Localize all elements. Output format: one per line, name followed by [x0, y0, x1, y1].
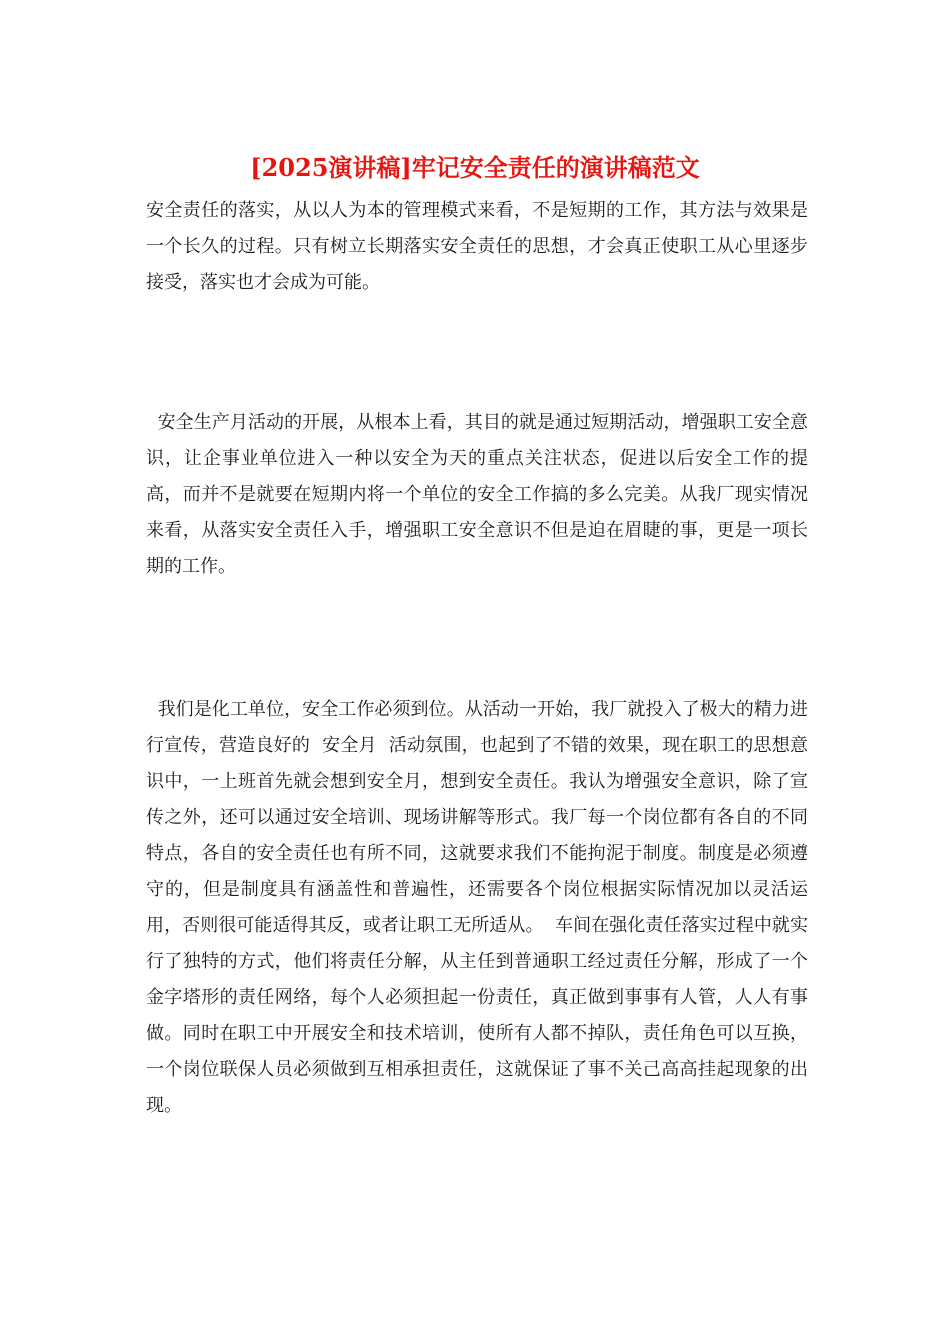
document-title: [2025演讲稿]牢记安全责任的演讲稿范文 [250, 153, 700, 182]
paragraph-1: 安全责任的落实，从以人为本的管理模式来看，不是短期的工作，其方法与效果是一个长久的过程。只有树立长期落实安全责任的思想，才会真正使职工从心里逐步接受，落实也才会成为可能。 [146, 200, 808, 293]
paragraph-2: 安全生产月活动的开展，从根本上看，其目的就是通过短期活动，增强职工安全意识，让企事业单位进入一种以安全为天的重点关注状态，促进以后安全工作的提高，而并不是就要在短期内将一个单位的安全工作搞的多么完美。从我厂现实情况来看，从落实安全责任入手，增强职工安全意识不但是迫在眉睫的事，更是一项长期的工作。 [146, 412, 808, 577]
paragraph-3: 我们是化工单位，安全工作必须到位。从活动一开始，我厂就投入了极大的精力进行宣传，营造良好的 安全月 活动氛围，也起到了不错的效果，现在职工的思想意识中，一上班首先就会想到安全月，想到安全责任。我认为增强安全意识，除了宣传之外，还可以通过安全培训、现场讲解等形式。我厂每一个岗位都有各自的不同特点，各自的安全责任也有所不同，这就要求我们不能拘泥于制度。制度是必须遵守的，但是制度具有涵盖性和普遍性，还需要各个岗位根据实际情况加以灵活运用，否则很可能适得其反，或者让职工无所适从。 车间在强化责任落实过程中就实行了独特的方式，他们将责任分解，从主任到普通职工经过责任分解，形成了一个金字塔形的责任网络，每个人必须担起一份责任，真正做到事事有人管，人人有事做。同时在职工中开展安全和技术培训，使所有人都不掉队，责任角色可以互换，一个岗位联保人员必须做到互相承担责任，这就保证了事不关己高高挂起现象的出现。 [146, 699, 808, 1116]
